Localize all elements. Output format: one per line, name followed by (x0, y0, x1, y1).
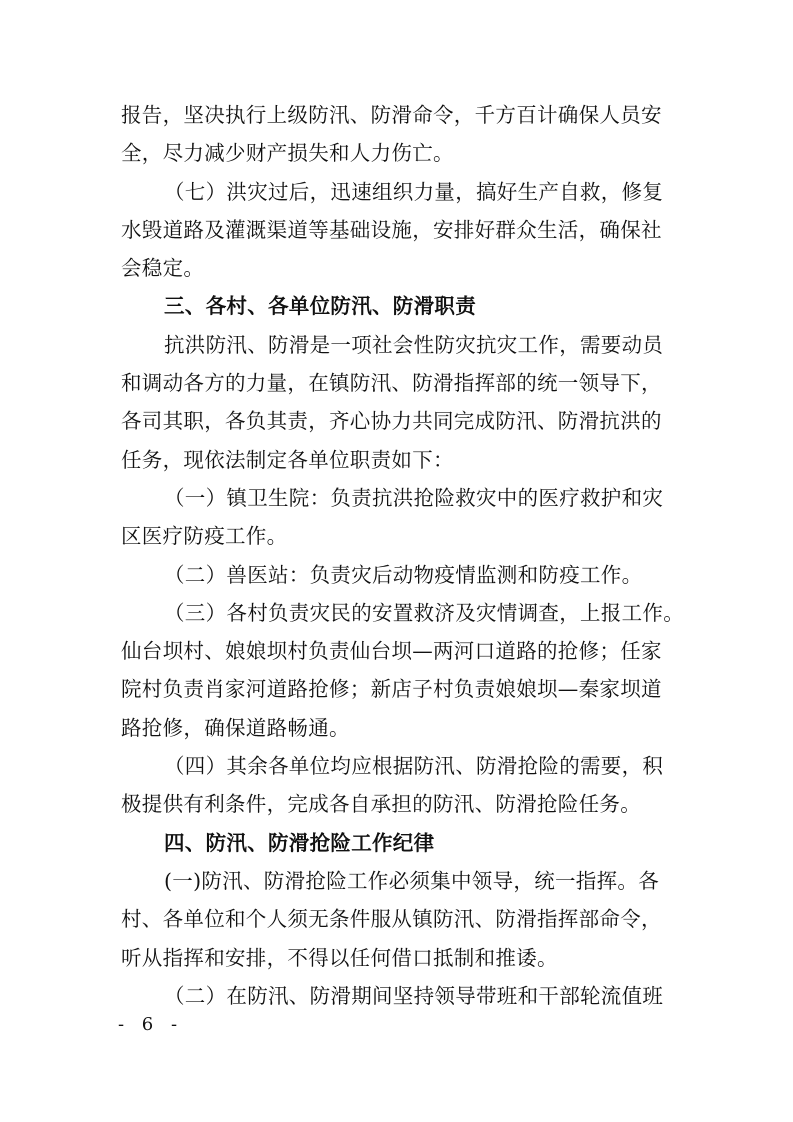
paragraph-intro: 抗洪防汛、防滑是一项社会性防灾抗灾工作，需要动员 (164, 332, 664, 357)
text-line: 全，尽力减少财产损失和人力伤亡。 (121, 141, 454, 166)
paragraph-item-2: （二）兽医站：负责灾后动物疫情监测和防疫工作。 (164, 562, 643, 587)
text-line: 听从指挥和安排，不得以任何借口抵制和推诿。 (121, 945, 558, 970)
text-line: 仙台坝村、娘娘坝村负责仙台坝—两河口道路的抢修；任家 (121, 639, 662, 664)
paragraph-discipline-1: (一)防汛、防滑抢险工作必须集中领导，统一指挥。各 (164, 868, 659, 893)
paragraph-item-4: （四）其余各单位均应根据防汛、防滑抢险的需要，积 (164, 754, 664, 779)
paragraph-item-7: （七）洪灾过后，迅速组织力量，搞好生产自救，修复 (164, 179, 664, 204)
text-line: 区医疗防疫工作。 (121, 524, 288, 549)
paragraph-discipline-2: （二）在防汛、防滑期间坚持领导带班和干部轮流值班 (164, 983, 664, 1008)
paragraph-item-1: （一）镇卫生院：负责抗洪抢险救灾中的医疗救护和灾 (164, 485, 664, 510)
section-heading-3: 三、各村、各单位防汛、防滑职责 (164, 294, 476, 319)
paragraph-item-3: （三）各村负责灾民的安置救济及灾情调查，上报工作。 (164, 600, 684, 625)
text-line: 水毁道路及灌溉渠道等基础设施，安排好群众生活，确保社 (121, 217, 662, 242)
text-line: 村、各单位和个人须无条件服从镇防汛、防滑指挥部命令， (121, 907, 662, 932)
text-line: 极提供有利条件，完成各自承担的防汛、防滑抢险任务。 (121, 792, 641, 817)
document-body (121, 96, 684, 1015)
section-heading-4: 四、防汛、防滑抢险工作纪律 (164, 830, 435, 855)
text-line: 会稳定。 (121, 256, 205, 281)
text-line: 报告，坚决执行上级防汛、防滑命令，千方百计确保人员安 (121, 103, 662, 127)
text-line: 和调动各方的力量，在镇防汛、防滑指挥部的统一领导下， (121, 371, 662, 396)
text-line: 任务，现依法制定各单位职责如下： (121, 447, 454, 472)
text-line: 路抢修，确保道路畅通。 (121, 715, 350, 740)
text-line: 各司其职，各负其责，齐心协力共同完成防汛、防滑抗洪的 (121, 409, 662, 434)
text-line: 院村负责肖家河道路抢修；新店子村负责娘娘坝—秦家坝道 (121, 677, 662, 702)
page-number: - 6 - (118, 1014, 184, 1035)
